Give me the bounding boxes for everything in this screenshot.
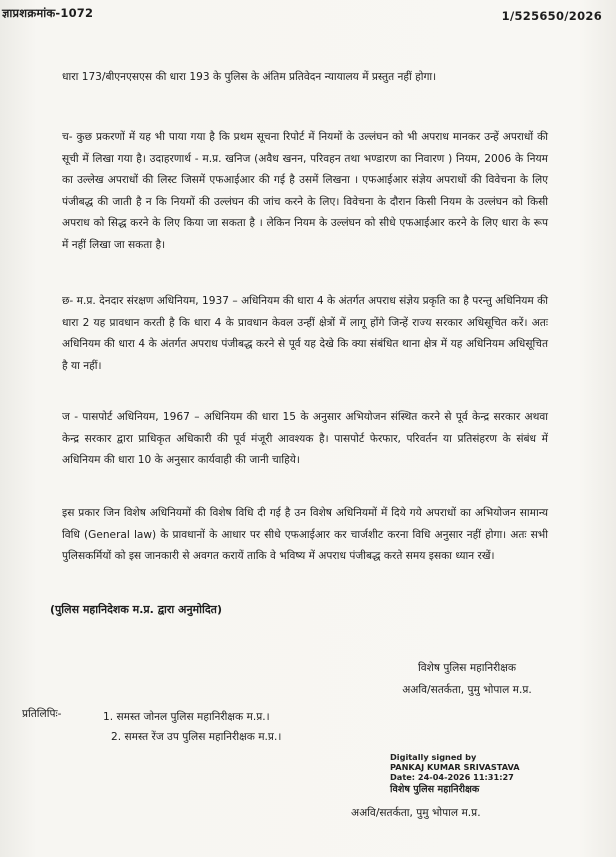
paragraph-conclusion: इस प्रकार जिन विशेष अधिनियमों की विशेष विधि दी गई है उन विशेष अधिनियमों में दिये गये अपराधों का अभियोजन सामान्य विधि (General law) के प्रावधानों के आधार पर सीधे एफआईआर कर चार्जशीट करना विधि अनुसार नहीं होगा। अतः सभी पुलिसकर्मियों को इस जानकारी से अवगत करायें ताकि वे भविष्य में अपराध पंजीबद्ध करते समय इसका ध्यान रखें। xyxy=(62,507,548,563)
footer-office: अअवि/सतर्कता, पुमु भोपाल म.प्र. xyxy=(351,807,481,819)
copy-to-item: 1. समस्त जोनल पुलिस महानिरीक्षक म.प्र.। xyxy=(103,711,270,723)
document-id: 1/525650/2026 xyxy=(501,9,602,23)
signatory-block xyxy=(387,657,547,701)
digital-signature-date: Date: 24-04-2026 11:31:27 xyxy=(390,772,514,782)
reference-number: ज्ञाप्रशक्रमांक-1072 xyxy=(2,6,94,20)
paragraph-ja-passport-act: ज - पासपोर्ट अधिनियम, 1967 – अधिनियम की धारा 15 के अनुसार अभियोजन संस्थित करने से पूर्व केन्द्र सरकार अथवा केन्द्र सरकार द्वारा प्राधिकृत अधिकारी की पूर्व मंजूरी आवश्यक है। पासपोर्ट फेरफार, परिवर्तन या प्रतिसंहरण के संबंध में अधिनियम की धारा 10 के अनुसार कार्यवाही की जानी चाहिये। xyxy=(62,411,548,467)
digital-signature-designation: विशेष पुलिस महानिरीक्षक xyxy=(390,784,480,795)
copy-to-list xyxy=(103,707,281,747)
paragraph-chha-debtors-act: छ- म.प्र. देनदार संरक्षण अधिनियम, 1937 – अधिनियम की धारा 4 के अंतर्गत अपराध संज्ञेय प्रकृति का है परन्तु अधिनियम की धारा 2 यह प्रावधान करती है कि धारा 4 के प्रावधान केवल उन्हीं क्षेत्रों में लागू होंगे जिन्हें राज्य सरकार अधिसूचित करें। अतः अधिनियम की धारा 4 के अंतर्गत अपराध पंजीबद्ध करने से पूर्व यह देखे कि क्या संबंधित थाना क्षेत्र में यह अधिनियम अधिसूचित है या नहीं। xyxy=(62,295,548,372)
signatory-office: अअवि/सतर्कता, पुमु भोपाल म.प्र. xyxy=(402,684,532,696)
copy-to-label: प्रतिलिपिः- xyxy=(22,708,62,720)
copy-to-item: 2. समस्त रेंज उप पुलिस महानिरीक्षक म.प्र.। xyxy=(111,731,282,743)
approval-note: (पुलिस महानिदेशक म.प्र. द्वारा अनुमोदित) xyxy=(50,603,222,616)
digital-signature xyxy=(390,752,520,795)
signatory-title: विशेष पुलिस महानिरीक्षक xyxy=(418,662,516,674)
paragraph-continuation: धारा 173/बीएनएसएस की धारा 193 के पुलिस के अंतिम प्रतिवेदन न्यायालय में प्रस्तुत नहीं होगा। xyxy=(62,71,437,83)
paragraph-cha-rules-violation: च- कुछ प्रकरणों में यह भी पाया गया है कि प्रथम सूचना रिपोर्ट में नियमों के उल्लंघन को भी अपराध मानकर उन्हें अपराधों की सूची में लिखा गया है। उदाहरणार्थ - म.प्र. खनिज (अवैध खनन, परिवहन तथा भण्डारण का निवारण ) नियम, 2006 के नियम का उल्लेख अपराधों की लिस्ट जिसमें एफआईआर की गई है उसमें लिखना । एफआईआर संज्ञेय अपराधों की विवेचना के लिए पंजीबद्ध की जाती है न कि नियमों की उल्लंघन की जांच करने के लिए। विवेचना के दौरान किसी नियम के उल्लंघन को किसी अपराध को सिद्ध करने के लिए किया जा सकता है । लेकिन नियम के उल्लंघन को सीधे एफआईआर करने के लिए धारा के रूप में नहीं लिखा जा सकता है। xyxy=(62,131,548,251)
digital-signature-name: PANKAJ KUMAR SRIVASTAVA xyxy=(390,762,520,772)
digital-signature-line: Digitally signed by xyxy=(390,752,477,762)
